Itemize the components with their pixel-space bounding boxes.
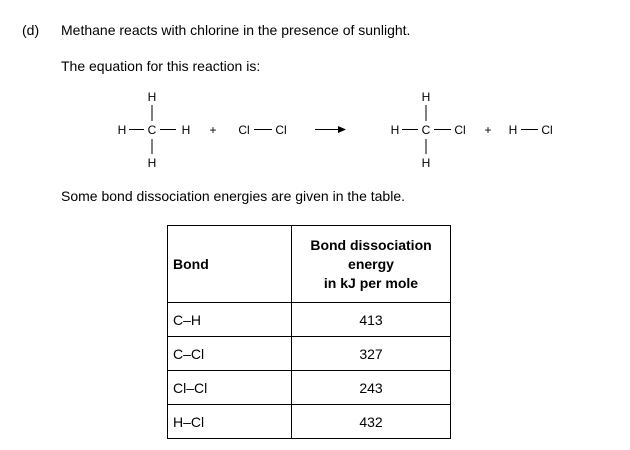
chloromethane-right-cl: Cl (454, 123, 466, 137)
methane-structure (118, 90, 191, 170)
reaction-equation (0, 0, 630, 180)
bond-cell: C–Cl (168, 337, 292, 371)
bond-cell: C–H (168, 303, 292, 337)
chloromethane-top-h: H (421, 90, 431, 104)
energy-header-line2: energy (348, 255, 394, 272)
table-row (168, 405, 451, 439)
energy-cell: 432 (292, 405, 451, 439)
plus-sign-2: + (484, 123, 492, 137)
energy-cell: 327 (292, 337, 451, 371)
question-label: (d) (22, 22, 40, 38)
chloromethane-structure (391, 90, 466, 170)
table-row (168, 303, 451, 337)
chlorine-right-cl: Cl (275, 123, 287, 137)
table-intro: Some bond dissociation energies are given in the table. (61, 188, 405, 204)
chlorine-structure (238, 123, 286, 137)
equation-intro: The equation for this reaction is: (61, 58, 261, 74)
table-row (168, 337, 451, 371)
chloromethane-left-h: H (390, 123, 400, 137)
bond-column-header: Bond (168, 226, 292, 303)
hcl-structure (509, 123, 553, 137)
energy-header-line3: in kJ per mole (323, 274, 419, 291)
bond-energy-table (167, 225, 451, 439)
chloromethane-bottom-h: H (421, 156, 431, 170)
reaction-arrow (315, 126, 346, 133)
methane-left-h: H (117, 123, 127, 137)
energy-header-line1: Bond dissociation (310, 236, 432, 253)
methane-bottom-h: H (147, 156, 157, 170)
energy-cell: 243 (292, 371, 451, 405)
chlorine-left-cl: Cl (238, 123, 250, 137)
methane-c: C (147, 123, 157, 137)
methane-right-h: H (181, 123, 191, 137)
bond-cell: H–Cl (168, 405, 292, 439)
energy-cell: 413 (292, 303, 451, 337)
bond-cell: Cl–Cl (168, 371, 292, 405)
chloromethane-c: C (421, 123, 431, 137)
methane-top-h: H (147, 90, 157, 104)
energy-column-header (292, 226, 451, 303)
question-text: Methane reacts with chlorine in the presence of sunlight. (61, 22, 411, 38)
table-row (168, 371, 451, 405)
table-header-row (168, 226, 451, 303)
hcl-h: H (508, 123, 518, 137)
plus-sign-1: + (209, 123, 217, 137)
hcl-cl: Cl (541, 123, 553, 137)
